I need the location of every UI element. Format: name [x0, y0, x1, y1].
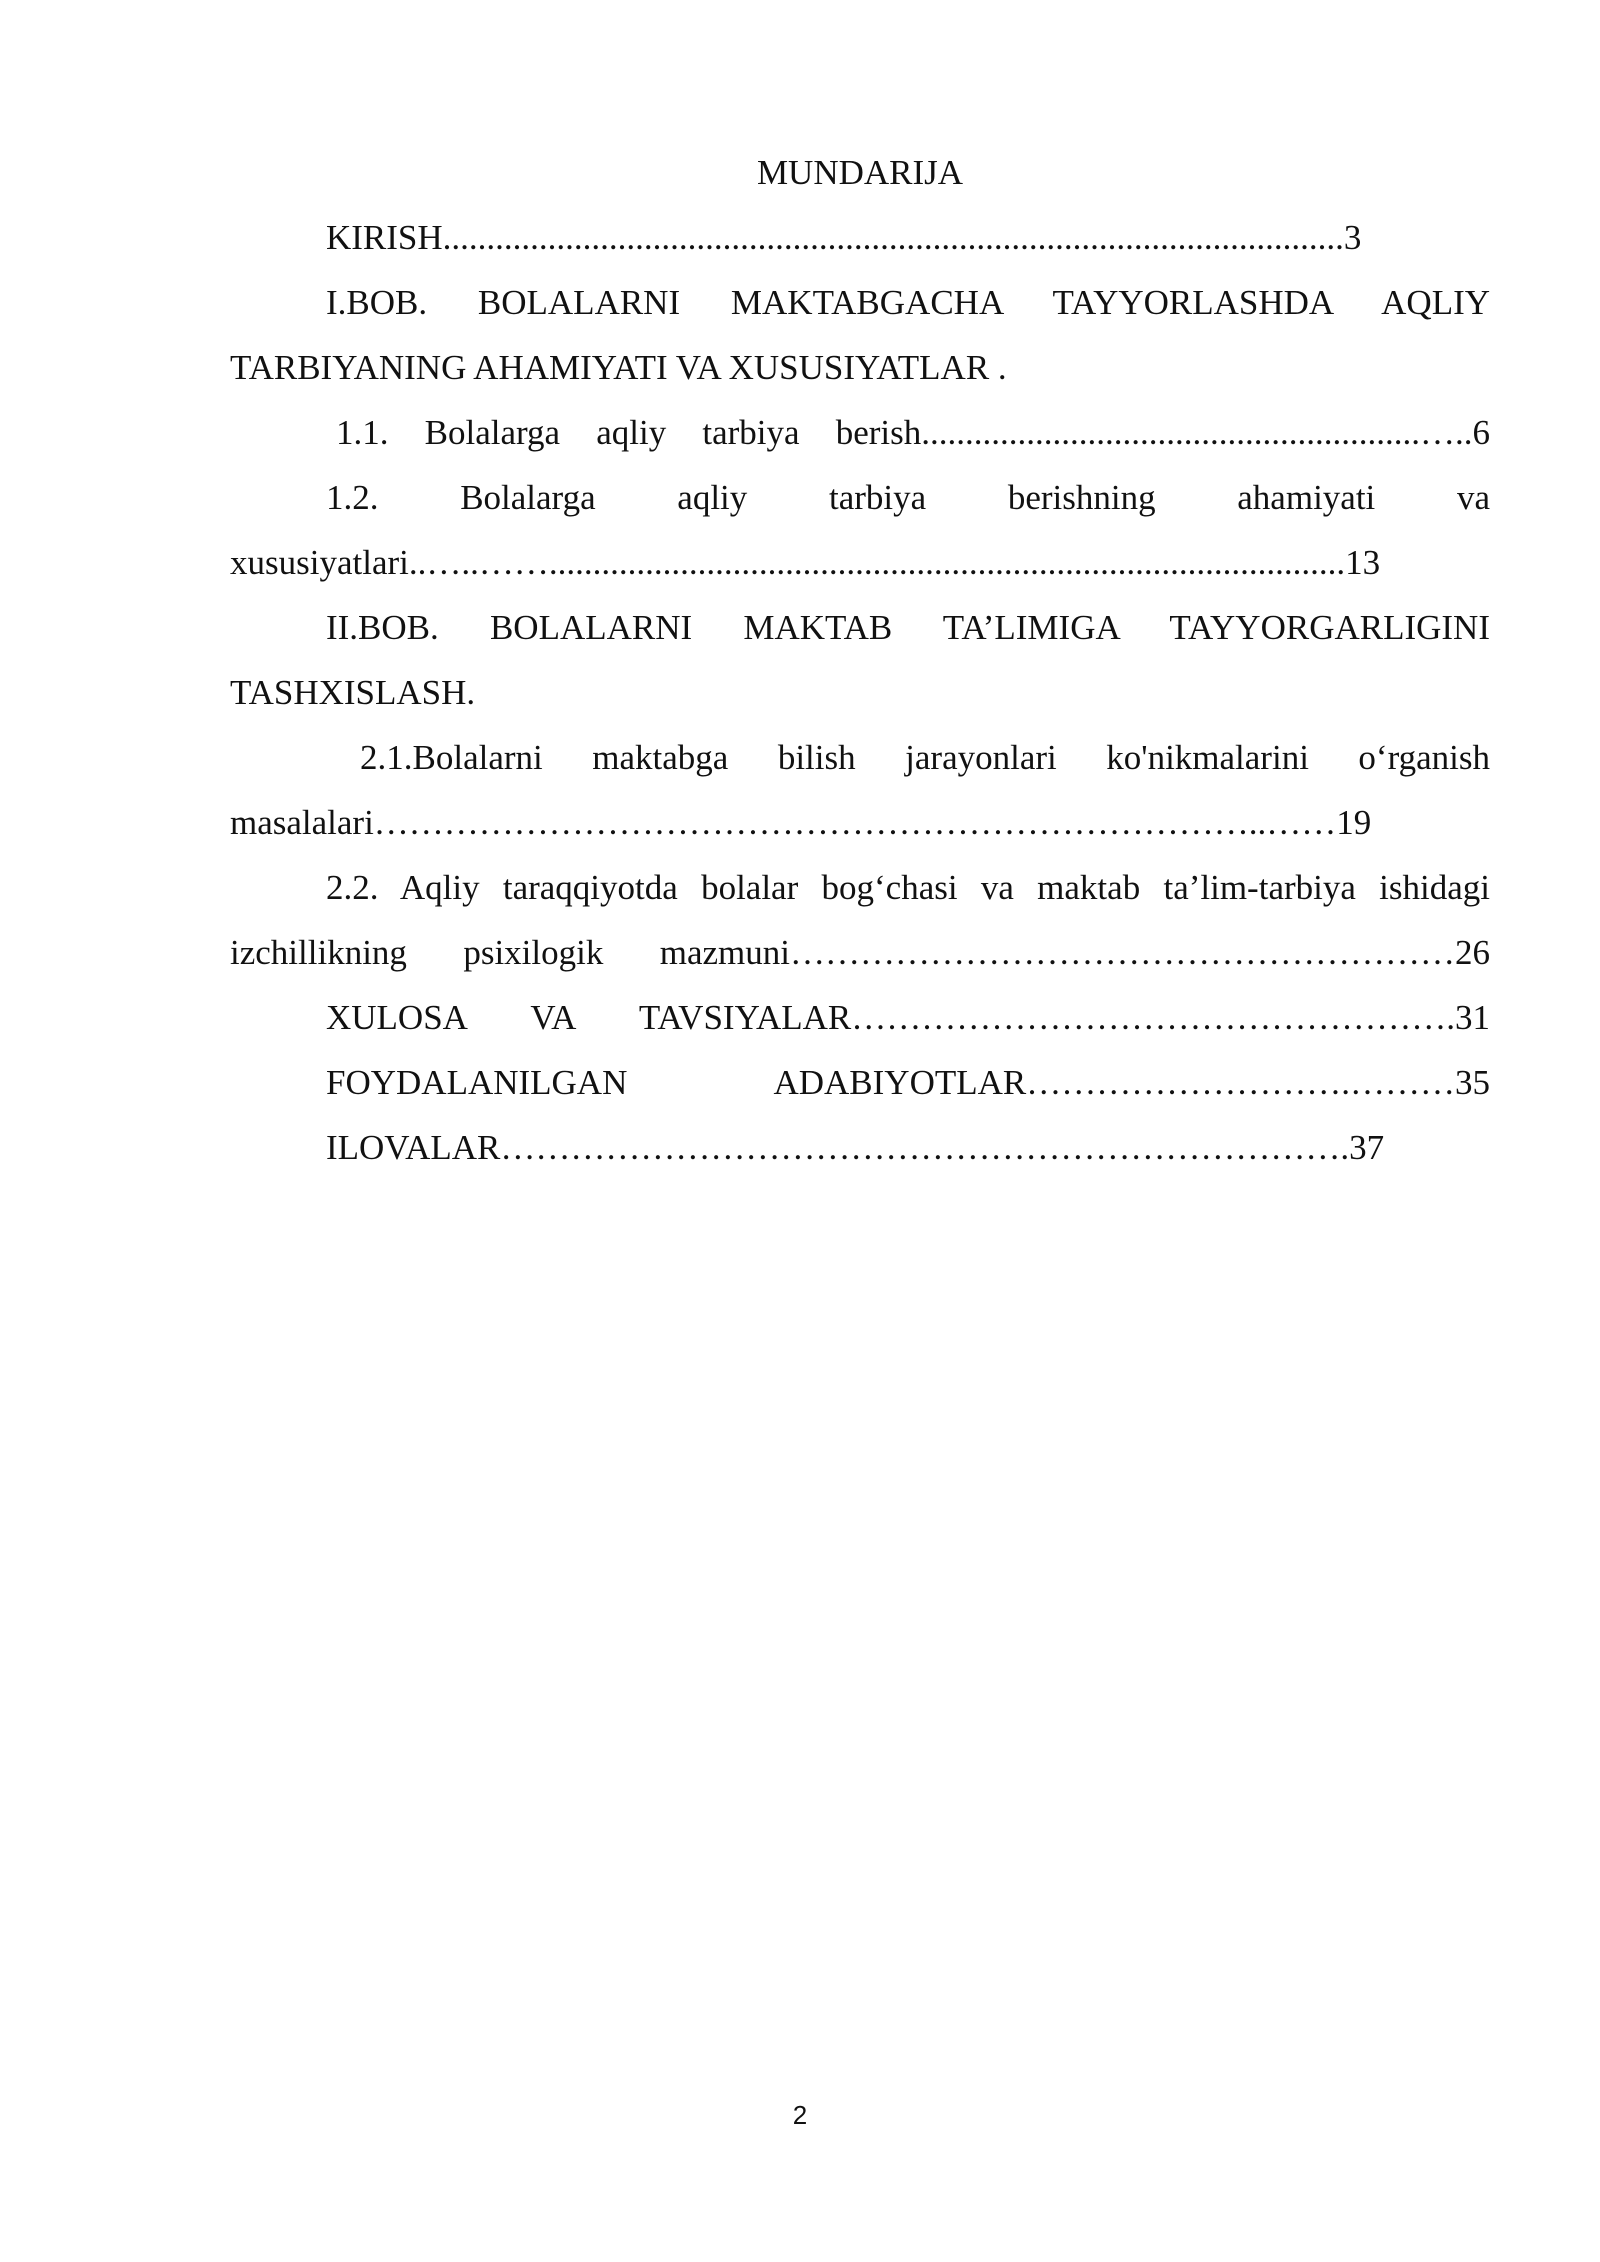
toc-line: TASHXISLASH.	[230, 673, 476, 712]
toc-entry-kirish	[230, 205, 1490, 270]
toc-entry-1-2	[230, 465, 1490, 595]
toc-line: 1.2. Bolalarga aqliy tarbiya berishning ahamiyati va	[326, 478, 1490, 517]
toc-entry-ilovalar	[230, 1115, 1490, 1180]
toc-entry-2-2	[230, 855, 1490, 985]
toc-line: masalalari…………………………………………………………………..……19	[230, 803, 1372, 842]
page-number: 2	[792, 2100, 808, 2130]
toc-entry-chapter-1	[230, 270, 1490, 400]
toc-line: xususiyatlari..…..……...........................................................................................13	[230, 543, 1381, 582]
toc-line: I.BOB. BOLALARNI MAKTABGACHA TAYYORLASHDA AQLIY	[326, 283, 1490, 322]
toc-entry-chapter-2	[230, 595, 1490, 725]
toc-line: 2.2. Aqliy taraqqiyotda bolalar bog‘chasi va maktab ta’lim-tarbiya ishidagi	[326, 868, 1490, 907]
toc-entry-adabiyotlar	[230, 1050, 1490, 1115]
toc-line: TARBIYANING AHAMIYATI VA XUSUSIYATLAR .	[230, 348, 1007, 387]
toc-entry-2-1	[230, 725, 1490, 855]
toc-entry-xulosa	[230, 985, 1490, 1050]
toc-line: izchillikning psixilogik mazmuni…………………………………………………26	[230, 933, 1490, 972]
table-of-contents	[230, 140, 1490, 1180]
toc-line: XULOSA VA TAVSIYALAR…………………………………………….31	[326, 998, 1490, 1037]
toc-line: ILOVALAR……………………………………………………………….37	[326, 1128, 1385, 1167]
toc-line: II.BOB. BOLALARNI MAKTAB TA’LIMIGA TAYYORGARLIGINI	[326, 608, 1490, 647]
toc-title: MUNDARIJA	[756, 153, 964, 192]
toc-entry-1-1	[230, 400, 1490, 465]
toc-line: 2.1.Bolalarni maktabga bilish jarayonlari ko'nikmalarini o‘rganish	[360, 738, 1490, 777]
toc-line: FOYDALANILGAN ADABIYOTLAR……………………….………35	[326, 1063, 1490, 1102]
toc-line: 1.1. Bolalarga aqliy tarbiya berish.........................................................…..6	[336, 413, 1490, 452]
toc-line: KIRISH.......................................................................................................3	[326, 218, 1362, 257]
